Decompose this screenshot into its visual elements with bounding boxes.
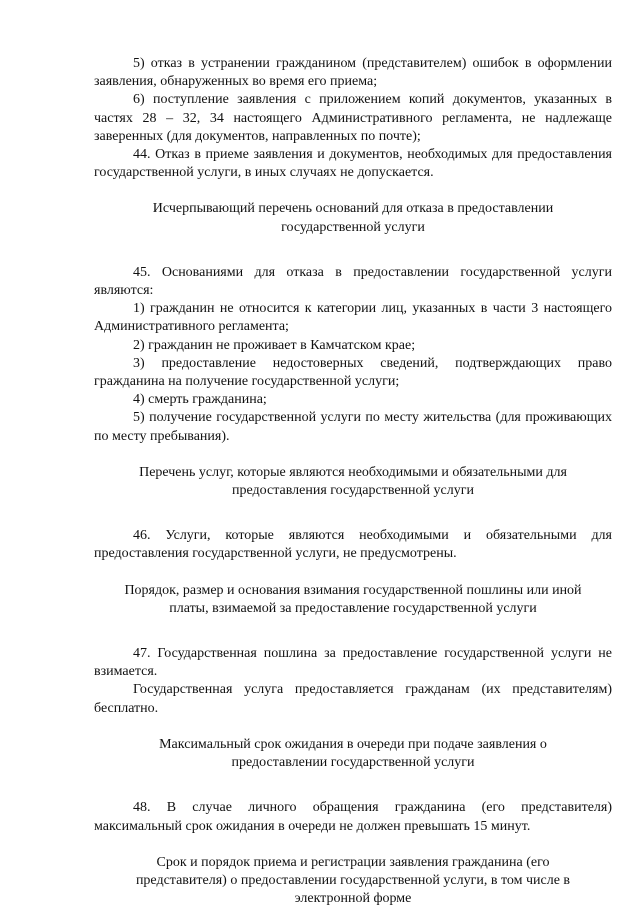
paragraph-47-free-of-charge: Государственная услуга предоставляется гражданам (их представителям) бесплатно. bbox=[94, 682, 612, 716]
heading-required-services: Перечень услуг, которые являются необходимыми и обязательными для предоставления государственной услуги bbox=[139, 464, 567, 499]
spacer bbox=[94, 836, 612, 854]
spacer bbox=[94, 564, 612, 582]
heading-application-registration: Срок и порядок приема и регистрации заявления гражданина (его представителя) о предоставлении государственной услуги, в том числе в электронной форме bbox=[135, 854, 571, 907]
spacer bbox=[94, 182, 612, 200]
paragraph-45-item-3: 3) предоставление недостоверных сведений, подтверждающих право гражданина на получение государственной услуги; bbox=[94, 355, 612, 390]
paragraph-46: 46. Услуги, которые являются необходимыми и обязательными для предоставления государственной услуги, не предусмотрены. bbox=[94, 528, 612, 562]
spacer bbox=[94, 772, 612, 799]
spacer bbox=[94, 718, 612, 736]
paragraph-45-item-2: 2) гражданин не проживает в Камчатском крае; bbox=[133, 337, 416, 353]
spacer bbox=[94, 500, 612, 527]
spacer bbox=[94, 446, 612, 464]
paragraph-44: 44. Отказ в приеме заявления и документов, необходимых для предоставления государственной услуги, в иных случаях не допускается. bbox=[94, 147, 612, 181]
paragraph-45-item-4: 4) смерть гражданина; bbox=[133, 392, 267, 408]
spacer bbox=[94, 237, 612, 264]
paragraph-45: 45. Основаниями для отказа в предоставлении государственной услуги являются: bbox=[94, 264, 612, 299]
heading-state-fee: Порядок, размер и основания взимания государственной пошлины или иной платы, взимаемой за предоставление государственной услуги bbox=[124, 582, 582, 616]
paragraph-47: 47. Государственная пошлина за предоставление государственной услуги не взимается. bbox=[94, 646, 612, 680]
paragraph-45-item-1: 1) гражданин не относится к категории лиц, указанных в части 3 настоящего Административного регламента; bbox=[94, 301, 612, 335]
heading-queue-waiting-time: Максимальный срок ожидания в очереди при подаче заявления о предоставлении государственной услуги bbox=[159, 736, 547, 771]
paragraph-45-item-5: 5) получение государственной услуги по месту жительства (для проживающих по месту пребывания). bbox=[94, 410, 612, 444]
paragraph-43-item-5: 5) отказ в устранении гражданином (представителем) ошибок в оформлении заявления, обнаруженных во время его приема; bbox=[94, 56, 612, 90]
paragraph-43-item-6: 6) поступление заявления с приложением копий документов, указанных в частях 28 – 32, 34 настоящего Административного регламента, не надлежаще заверенных (для документов, направленных по почте); bbox=[94, 92, 612, 144]
heading-refusal-grounds: Исчерпывающий перечень оснований для отказа в предоставлении государственной услуги bbox=[152, 201, 554, 235]
paragraph-48: 48. В случае личного обращения гражданина (его представителя) максимальный срок ожидания в очереди не должен превышать 15 минут. bbox=[94, 800, 612, 834]
spacer bbox=[94, 618, 612, 645]
